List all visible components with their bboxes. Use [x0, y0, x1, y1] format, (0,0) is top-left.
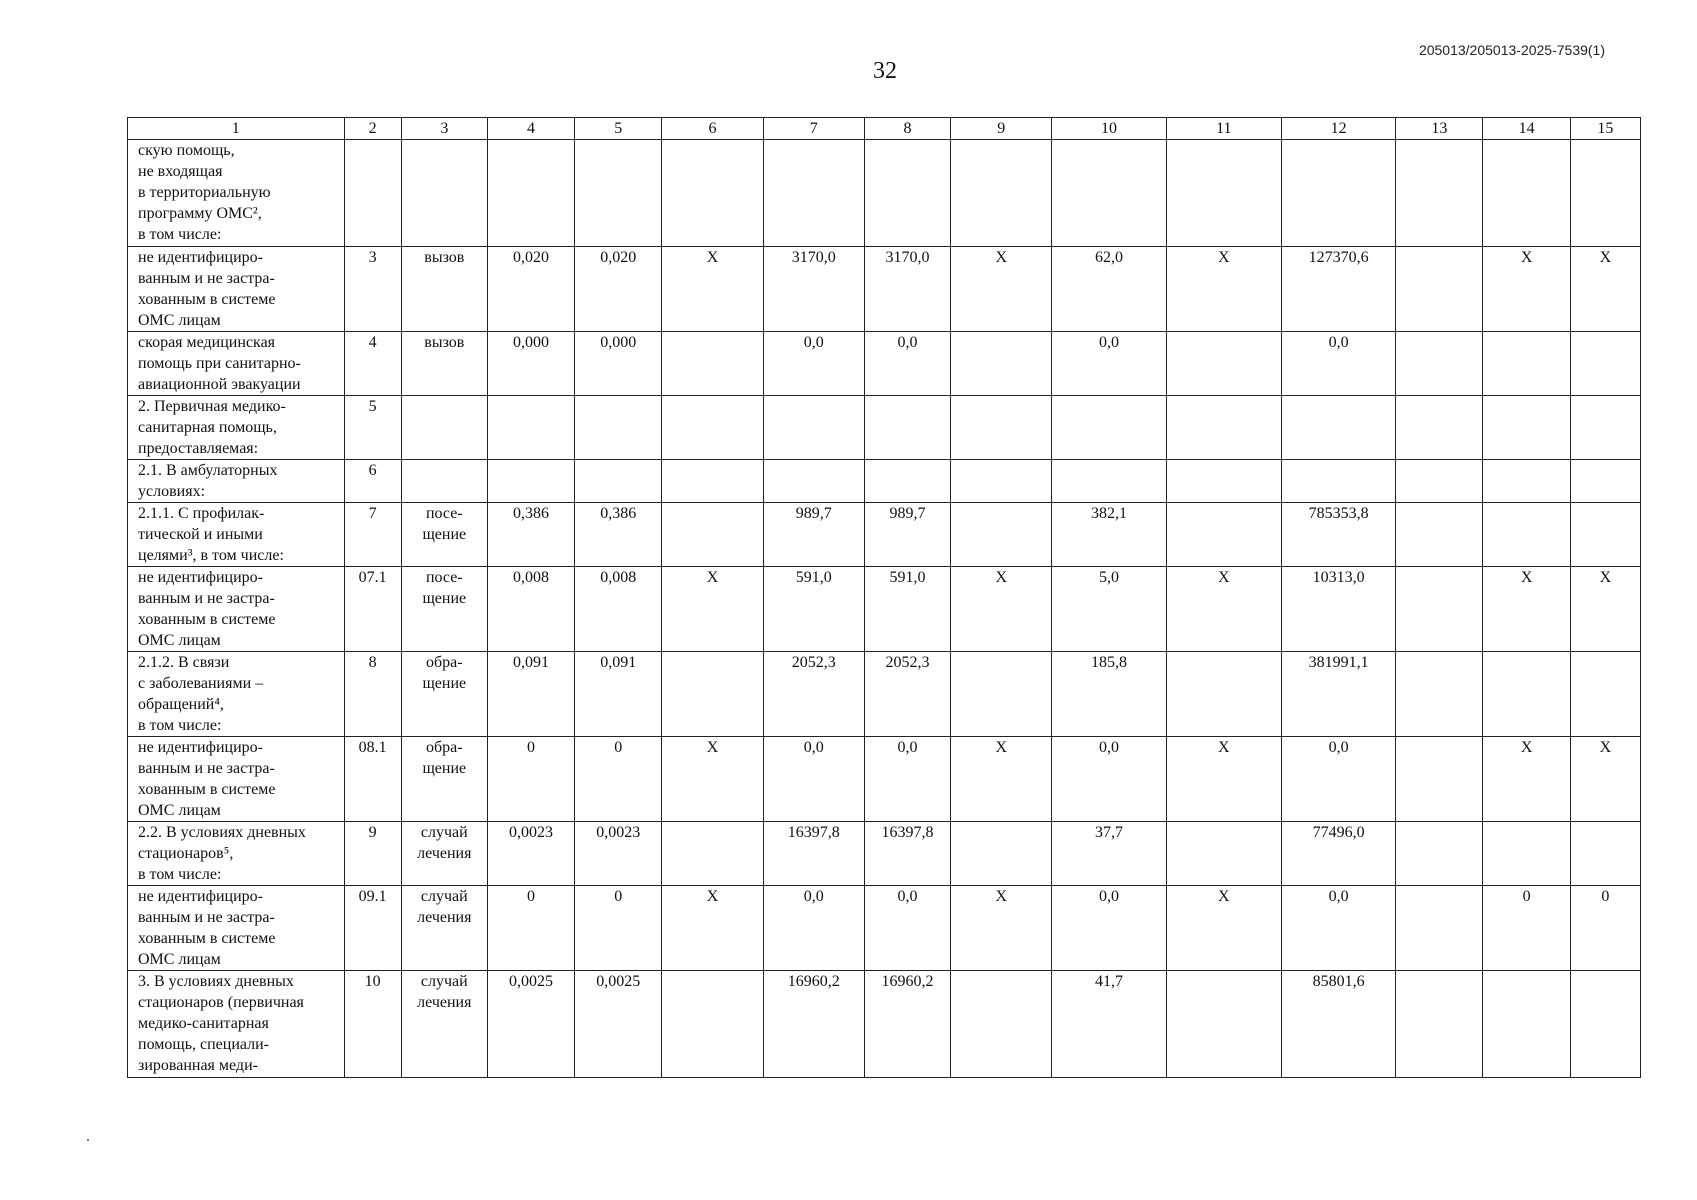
table-cell	[1483, 822, 1570, 886]
scan-speck	[87, 1139, 89, 1141]
table-row	[128, 822, 1641, 886]
page-number: 32	[873, 58, 897, 84]
table-cell	[1396, 567, 1483, 652]
row-label-cell: 3. В условиях дневных стационаров (первичная медико-санитарная помощь, специали- зированная меди-	[128, 971, 345, 1078]
column-number-cell: 1	[128, 118, 345, 140]
table-cell: обра- щение	[401, 737, 487, 822]
table-cell	[951, 332, 1052, 396]
table-cell: 0	[575, 886, 662, 971]
data-table	[127, 117, 1641, 1078]
table-cell: 591,0	[763, 567, 864, 652]
table-cell: 07.1	[344, 567, 401, 652]
table-cell: 09.1	[344, 886, 401, 971]
table-cell: 989,7	[763, 503, 864, 567]
table-row	[128, 460, 1641, 503]
column-number-cell: 3	[401, 118, 487, 140]
table-cell: 0,0	[1052, 332, 1166, 396]
table-cell: 0,091	[487, 652, 574, 737]
table-cell: 9	[344, 822, 401, 886]
table-cell: 7	[344, 503, 401, 567]
column-number-cell: 2	[344, 118, 401, 140]
row-label-cell: не идентифициро- ванным и не застра- хованным в системе ОМС лицам	[128, 247, 345, 332]
table-cell: 0	[1483, 886, 1570, 971]
table-cell	[662, 460, 763, 503]
table-cell: 3170,0	[763, 247, 864, 332]
table-row	[128, 737, 1641, 822]
table-cell	[487, 396, 574, 460]
column-number-cell: 10	[1052, 118, 1166, 140]
column-number-cell: 11	[1166, 118, 1281, 140]
table-cell: X	[1166, 247, 1281, 332]
table-cell	[1166, 652, 1281, 737]
table-cell	[1570, 332, 1640, 396]
table-cell	[1396, 822, 1483, 886]
table-cell	[1396, 737, 1483, 822]
table-cell: 185,8	[1052, 652, 1166, 737]
table-cell: случай лечения	[401, 971, 487, 1078]
table-cell	[1483, 503, 1570, 567]
row-label-cell: скую помощь, не входящая в территориальную программу ОМС², в том числе:	[128, 140, 345, 247]
table-cell	[1396, 247, 1483, 332]
table-cell	[662, 332, 763, 396]
table-row	[128, 396, 1641, 460]
table-cell	[1570, 971, 1640, 1078]
table-cell: 0,0023	[487, 822, 574, 886]
table-cell: 0,0	[1281, 737, 1395, 822]
row-label-cell: 2.1. В амбулаторных условиях:	[128, 460, 345, 503]
row-label-cell: 2.1.1. С профилак- тической и иными целями³, в том числе:	[128, 503, 345, 567]
row-label-cell: не идентифициро- ванным и не застра- хованным в системе ОМС лицам	[128, 567, 345, 652]
row-label-cell: скорая медицинская помощь при санитарно- авиационной эвакуации	[128, 332, 345, 396]
table-cell: X	[662, 567, 763, 652]
table-cell: 989,7	[864, 503, 950, 567]
table-cell: 0,0	[864, 737, 950, 822]
table-cell: 5,0	[1052, 567, 1166, 652]
table-cell: посе- щение	[401, 503, 487, 567]
table-cell: 127370,6	[1281, 247, 1395, 332]
table-cell: 0,386	[575, 503, 662, 567]
table-cell	[487, 460, 574, 503]
table-cell: 08.1	[344, 737, 401, 822]
table-cell	[1483, 396, 1570, 460]
table-row	[128, 971, 1641, 1078]
table-cell: X	[1483, 247, 1570, 332]
table-cell: 3170,0	[864, 247, 950, 332]
table-cell	[1396, 332, 1483, 396]
table-cell: 591,0	[864, 567, 950, 652]
table-cell: 85801,6	[1281, 971, 1395, 1078]
table-cell: 16397,8	[763, 822, 864, 886]
table-cell	[1396, 971, 1483, 1078]
table-cell: обра- щение	[401, 652, 487, 737]
table-cell	[1483, 652, 1570, 737]
table-cell	[1166, 140, 1281, 247]
table-cell	[1166, 396, 1281, 460]
table-cell: X	[951, 567, 1052, 652]
table-cell: 0,0023	[575, 822, 662, 886]
table-cell: X	[951, 886, 1052, 971]
table-cell	[1396, 886, 1483, 971]
table-cell	[1396, 652, 1483, 737]
table-cell	[864, 460, 950, 503]
table-cell	[951, 971, 1052, 1078]
row-label-cell: 2.2. В условиях дневных стационаров⁵, в том числе:	[128, 822, 345, 886]
table-row	[128, 503, 1641, 567]
table-cell	[1166, 971, 1281, 1078]
table-cell	[1570, 396, 1640, 460]
table-cell: 381991,1	[1281, 652, 1395, 737]
table-cell: 0,000	[487, 332, 574, 396]
table-cell	[662, 652, 763, 737]
table-cell	[401, 396, 487, 460]
table-cell: 2052,3	[763, 652, 864, 737]
row-label-cell: 2.1.2. В связи с заболеваниями – обращений⁴, в том числе:	[128, 652, 345, 737]
table-cell	[401, 460, 487, 503]
table-cell: 2052,3	[864, 652, 950, 737]
table-row	[128, 567, 1641, 652]
table-cell: 10313,0	[1281, 567, 1395, 652]
document-id: 205013/205013-2025-7539(1)	[1418, 42, 1605, 58]
table-cell: 16960,2	[763, 971, 864, 1078]
table-cell: 62,0	[1052, 247, 1166, 332]
table-cell: 0	[487, 737, 574, 822]
table-cell: X	[1570, 567, 1640, 652]
table-cell: 0	[487, 886, 574, 971]
table-cell: 4	[344, 332, 401, 396]
table-cell: 0,0	[1281, 332, 1395, 396]
table-cell	[951, 460, 1052, 503]
table-cell	[1570, 460, 1640, 503]
column-number-row	[128, 118, 1641, 140]
table-cell: 8	[344, 652, 401, 737]
table-cell: X	[1483, 567, 1570, 652]
table-cell	[1281, 396, 1395, 460]
table-cell: 41,7	[1052, 971, 1166, 1078]
table-cell	[1483, 140, 1570, 247]
table-cell	[1281, 460, 1395, 503]
column-number-cell: 14	[1483, 118, 1570, 140]
table-cell: 0,0025	[575, 971, 662, 1078]
column-number-cell: 4	[487, 118, 574, 140]
table-cell	[951, 503, 1052, 567]
table-cell: 0,0	[763, 737, 864, 822]
table-cell	[1570, 140, 1640, 247]
table-row	[128, 332, 1641, 396]
table-cell	[662, 503, 763, 567]
table-cell	[1570, 822, 1640, 886]
column-number-cell: 9	[951, 118, 1052, 140]
table-cell	[1281, 140, 1395, 247]
table-cell: 382,1	[1052, 503, 1166, 567]
table-cell	[1396, 503, 1483, 567]
table-cell: X	[662, 247, 763, 332]
table-cell	[1166, 460, 1281, 503]
table-cell: 0,0	[1052, 886, 1166, 971]
table-cell	[662, 971, 763, 1078]
table-cell: случай лечения	[401, 886, 487, 971]
table-cell	[1166, 332, 1281, 396]
table-cell	[1570, 652, 1640, 737]
table-cell	[1483, 971, 1570, 1078]
table-cell: 0	[1570, 886, 1640, 971]
table-cell: X	[951, 247, 1052, 332]
table-row	[128, 886, 1641, 971]
table-cell: 0	[575, 737, 662, 822]
table-cell	[662, 822, 763, 886]
table-cell	[763, 140, 864, 247]
table-cell: X	[1166, 567, 1281, 652]
table-cell	[401, 140, 487, 247]
column-number-cell: 6	[662, 118, 763, 140]
table-cell: X	[1570, 737, 1640, 822]
table-cell: случай лечения	[401, 822, 487, 886]
table-cell: X	[1166, 886, 1281, 971]
row-label-cell: не идентифициро- ванным и не застра- хованным в системе ОМС лицам	[128, 737, 345, 822]
table-cell: X	[662, 886, 763, 971]
table-cell: 785353,8	[1281, 503, 1395, 567]
column-number-cell: 5	[575, 118, 662, 140]
table-cell: 0,0	[1281, 886, 1395, 971]
table-cell	[1396, 396, 1483, 460]
table-cell: 16397,8	[864, 822, 950, 886]
table-cell: 0,386	[487, 503, 574, 567]
table-cell	[344, 140, 401, 247]
column-number-cell: 8	[864, 118, 950, 140]
column-number-cell: 15	[1570, 118, 1640, 140]
table-cell: 0,0	[864, 332, 950, 396]
table-cell	[575, 140, 662, 247]
row-label-cell: не идентифициро- ванным и не застра- хованным в системе ОМС лицам	[128, 886, 345, 971]
table-cell: 0,091	[575, 652, 662, 737]
table-cell: посе- щение	[401, 567, 487, 652]
table-cell	[1052, 460, 1166, 503]
table-cell: 10	[344, 971, 401, 1078]
table-cell: 0,0	[763, 886, 864, 971]
table-cell: 0,020	[575, 247, 662, 332]
table-cell	[575, 396, 662, 460]
table-cell	[951, 140, 1052, 247]
table-row	[128, 247, 1641, 332]
table-cell: X	[1483, 737, 1570, 822]
table-cell: 3	[344, 247, 401, 332]
table-cell	[763, 396, 864, 460]
column-number-cell: 12	[1281, 118, 1395, 140]
table-cell: вызов	[401, 247, 487, 332]
table-cell	[1052, 140, 1166, 247]
table-cell	[1396, 140, 1483, 247]
table-cell: 0,020	[487, 247, 574, 332]
column-number-cell: 13	[1396, 118, 1483, 140]
table-cell: 0,0	[763, 332, 864, 396]
table-row	[128, 140, 1641, 247]
table-cell	[951, 396, 1052, 460]
table-cell: 0,0	[1052, 737, 1166, 822]
table-cell	[951, 822, 1052, 886]
table-cell	[662, 140, 763, 247]
table-cell: 6	[344, 460, 401, 503]
table-cell: 0,0025	[487, 971, 574, 1078]
table-cell: 0,0	[864, 886, 950, 971]
table-cell: 77496,0	[1281, 822, 1395, 886]
table-cell	[864, 396, 950, 460]
table-cell	[575, 460, 662, 503]
table-cell	[1483, 332, 1570, 396]
table-cell	[951, 652, 1052, 737]
table-cell	[1483, 460, 1570, 503]
table-cell	[864, 140, 950, 247]
table-cell: 0,000	[575, 332, 662, 396]
table-cell	[1166, 503, 1281, 567]
table-cell: X	[1166, 737, 1281, 822]
table-cell: 16960,2	[864, 971, 950, 1078]
table-cell: X	[951, 737, 1052, 822]
table-cell: 0,008	[487, 567, 574, 652]
table-cell: X	[1570, 247, 1640, 332]
table-cell: вызов	[401, 332, 487, 396]
row-label-cell: 2. Первичная медико- санитарная помощь, предоставляемая:	[128, 396, 345, 460]
table-cell: X	[662, 737, 763, 822]
table-cell: 0,008	[575, 567, 662, 652]
table-cell: 5	[344, 396, 401, 460]
table-cell	[487, 140, 574, 247]
table-cell	[662, 396, 763, 460]
table-cell	[763, 460, 864, 503]
column-number-cell: 7	[763, 118, 864, 140]
table-cell	[1396, 460, 1483, 503]
table-cell: 37,7	[1052, 822, 1166, 886]
table-cell	[1570, 503, 1640, 567]
table-cell	[1052, 396, 1166, 460]
table-row	[128, 652, 1641, 737]
table-cell	[1166, 822, 1281, 886]
